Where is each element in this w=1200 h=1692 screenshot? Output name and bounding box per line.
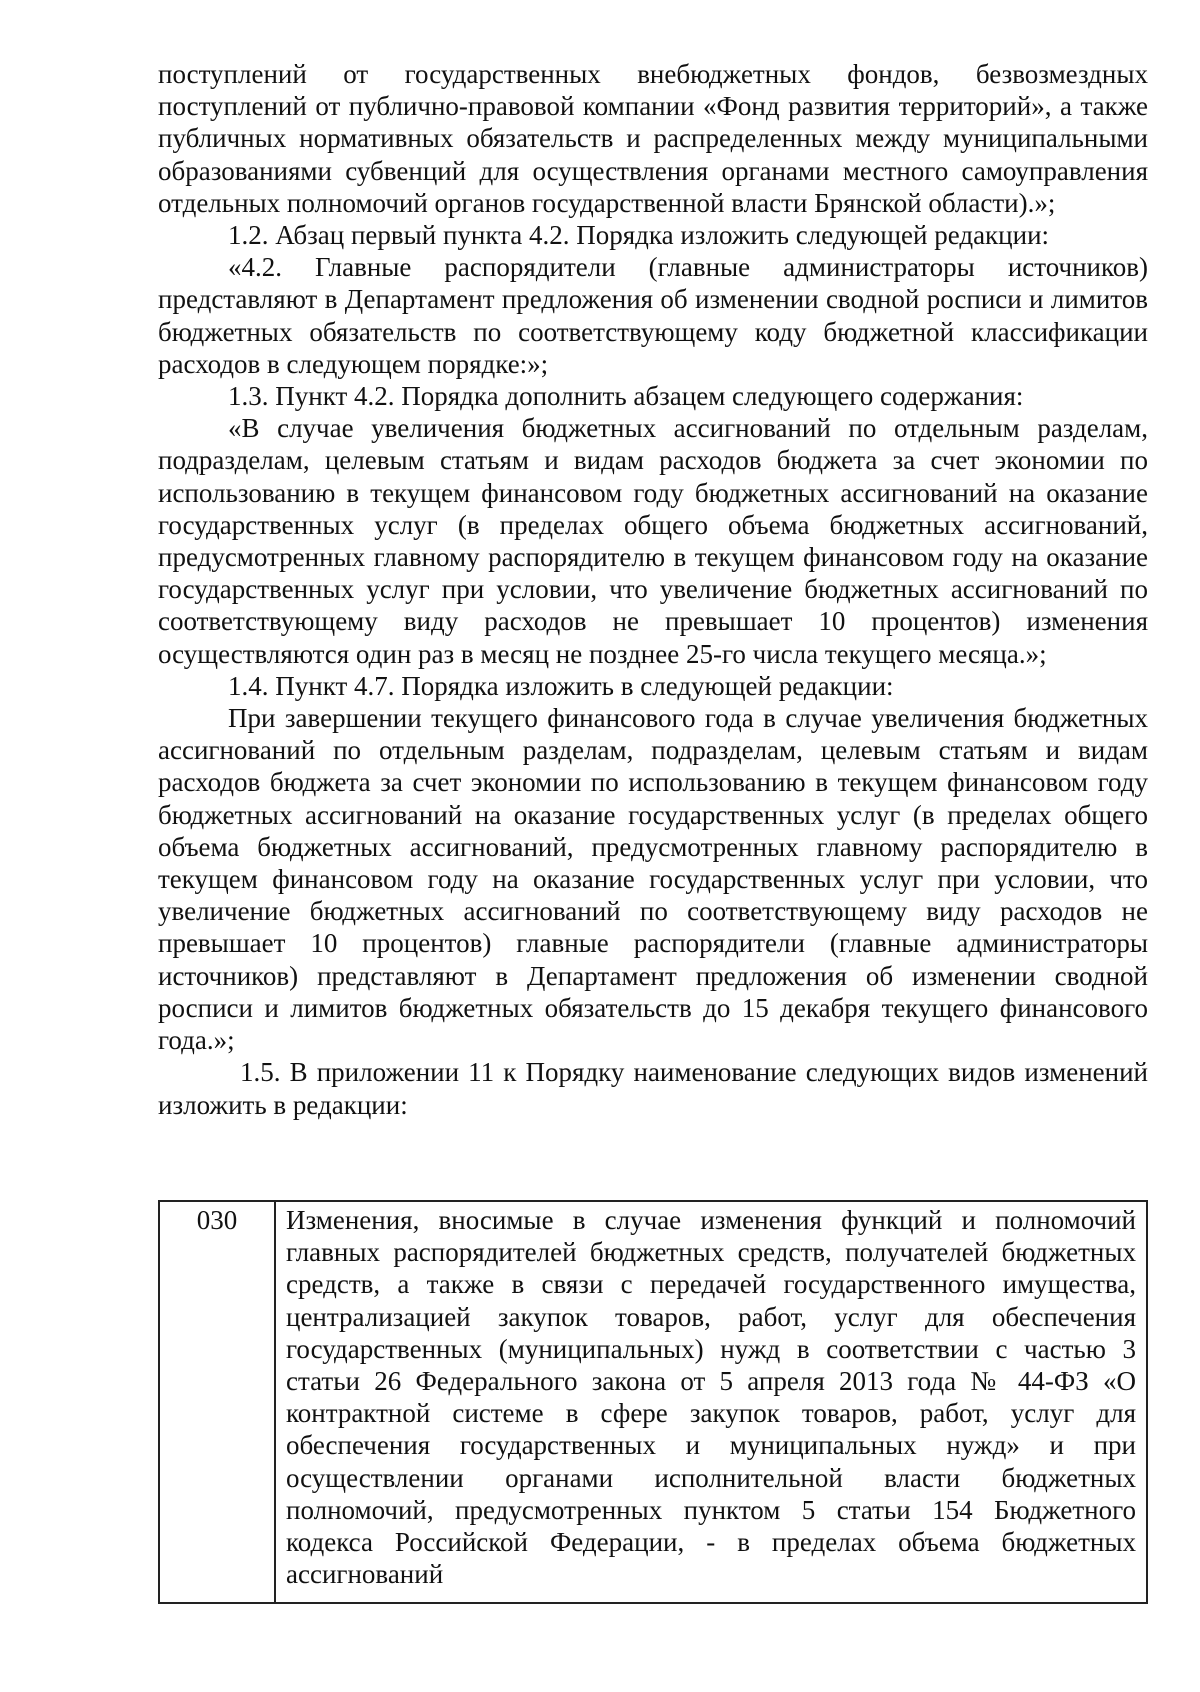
change-description-cell: Изменения, вносимые в случае изменения функций и полномочий главных распорядителей бюджетных средств, получателей бюджетных средств, а также в связи с передачей государственного имущества, централизацией закупок товаров, работ, услуг для обеспечения государственных (муниципальных) нужд в соответствии с частью 3 статьи 26 Федерального закона от 5 апреля 2013 года № 44-ФЗ «О контрактной системе в сфере закупок товаров, работ, услуг для обеспечения государственных и муниципальных нужд» и при осуществлении органами исполнительной власти бюджетных полномочий, предусмотренных пунктом 5 статьи 154 Бюджетного кодекса Российской Федерации, - в пределах объема бюджетных ассигнований [275,1201,1147,1603]
paragraph-continuation: поступлений от государственных внебюджетных фондов, безвозмездных поступлений от публично-правовой компании «Фонд развития территорий», а также публичных нормативных обязательств и распределенных между муниципальными образованиями субвенций для осуществления органами местного самоуправления отдельных полномочий органов государственной власти Брянской области).»; [158,59,1148,218]
amendment-table [158,1200,1148,1604]
paragraph-year-end: При завершении текущего финансового года в случае увеличения бюджетных ассигнований по отдельным разделам, подразделам, целевым статьям и видам расходов бюджета за счет экономии по использованию в текущем финансовом году бюджетных ассигнований на оказание государственных услуг (в пределах общего объема бюджетных ассигнований, предусмотренных главному распорядителю в текущем финансовом году на оказание государственных услуг при условии, что увеличение бюджетных ассигнований по соответствующему виду расходов не превышает 10 процентов) главные распорядители (главные администраторы источников) представляют в Департамент предложения об изменении сводной росписи и лимитов бюджетных обязательств до 15 декабря текущего финансового года.»; [158,703,1148,1056]
paragraph-quote-4-2: «4.2. Главные распорядители (главные администраторы источников) представляют в Департамент предложения об изменении сводной росписи и лимитов бюджетных обязательств по соответствующему коду бюджетной классификации расходов в следующем порядке:»; [158,252,1148,379]
paragraph-item-1-2: 1.2. Абзац первый пункта 4.2. Порядка изложить следующей редакции: [228,220,1050,251]
paragraph-quote-increase: «В случае увеличения бюджетных ассигнований по отдельным разделам, подразделам, целевым статьям и видам расходов бюджета за счет экономии по использованию в текущем финансовом году бюджетных ассигнований на оказание государственных услуг (в пределах общего объема бюджетных ассигнований, предусмотренных главному распорядителю в текущем финансовом году на оказание государственных услуг при условии, что увеличение бюджетных ассигнований по соответствующему виду расходов не превышает 10 процентов) изменения осуществляются один раз в месяц не позднее 25-го числа текущего месяца.»; [158,413,1148,669]
paragraph-item-1-3: 1.3. Пункт 4.2. Порядка дополнить абзацем следующего содержания: [228,381,1024,412]
document-body [158,58,1148,1121]
change-code-cell: 030 [159,1201,275,1603]
paragraph-item-1-4: 1.4. Пункт 4.7. Порядка изложить в следующей редакции: [228,670,894,701]
paragraph-item-1-5: 1.5. В приложении 11 к Порядку наименование следующих видов изменений изложить в редакции: [158,1057,1148,1120]
table-row [159,1201,1147,1603]
